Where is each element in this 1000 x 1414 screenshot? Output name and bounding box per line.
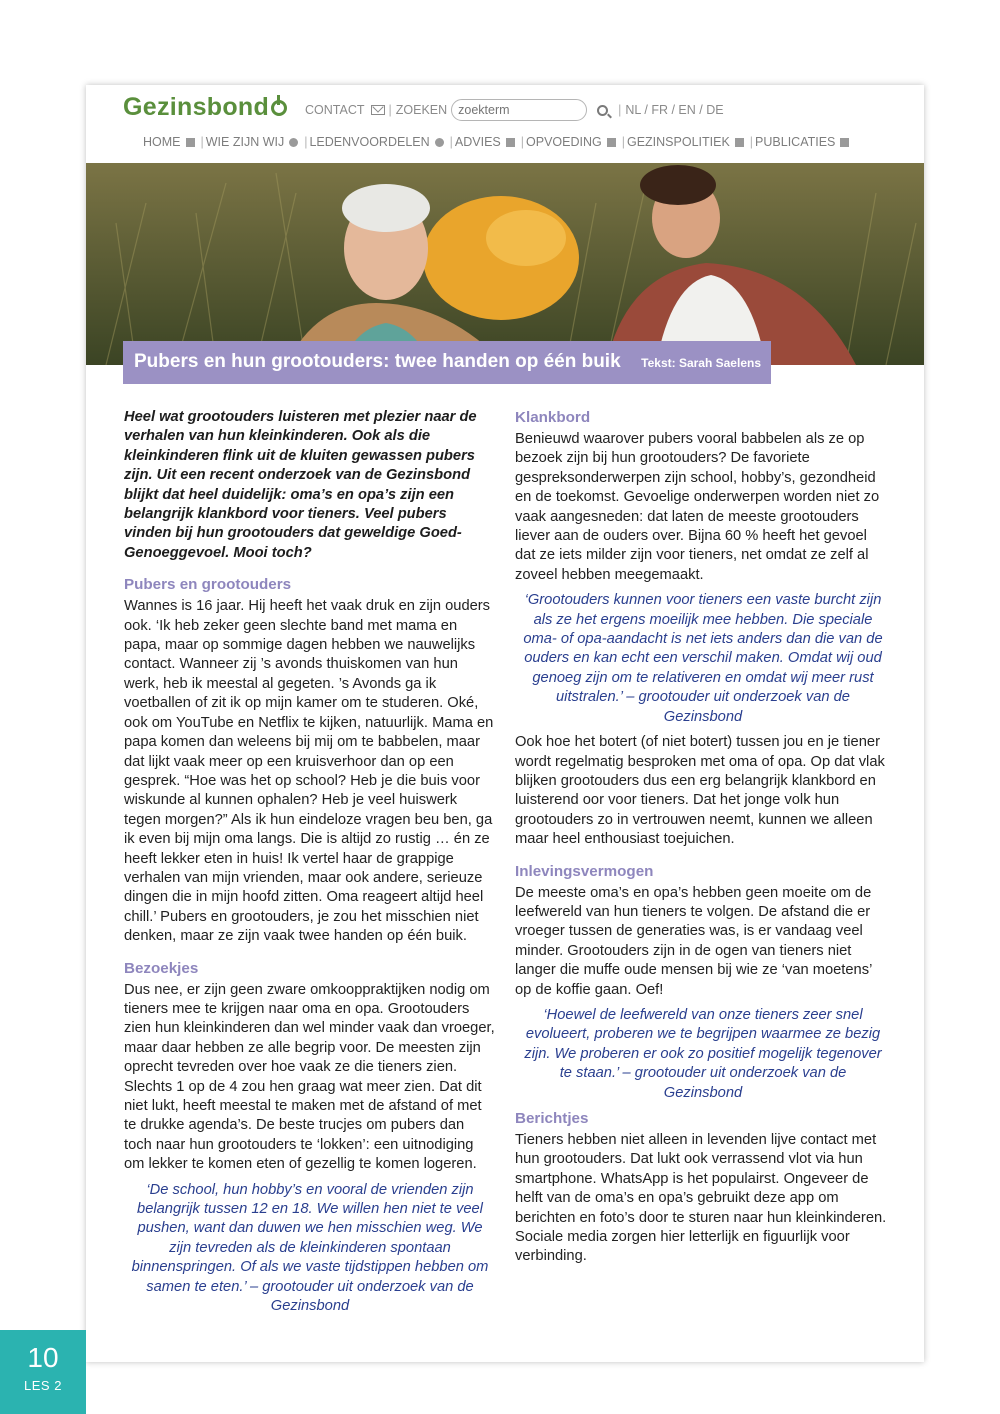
document-icon <box>840 138 849 147</box>
language-switch[interactable]: NL / FR / EN / DE <box>625 103 724 117</box>
home-icon <box>186 138 195 147</box>
article-title-bar <box>123 341 771 384</box>
article-author: Tekst: Sarah Saelens <box>641 356 761 370</box>
section-body: Wannes is 16 jaar. Hij heeft het vaak druk en zijn ouders ook. ‘Ik heb zeker geen slechte band met mama en papa, maar op sommige dagen hebben we nauwelijks contact. Wanneer zij ’s avonds thuiskomen van hun werk, heb ik meestal al gegeten. ’s Avonds ga ik voetballen of zit ik op mijn kamer om te studeren. Oké, ook om YouTube en Netflix te kijken, natuurlijk. Mama en papa komen dan weleens bij mij om te babbelen, maar dat lijkt vaak meer op een kruisverhoor dan op een gesprek. “Hoe was het op school? Heb je die buis voor wiskunde al kunnen ophalen? Heb je veel huiswerk tegen morgen?” Als ik hun eindeloze vragen beu ben, ga ik even bij mijn oma langs. Die is altijd zo rustig … én ze heeft lekker eten in huis! Ik vertel haar de grappige verhalen van mijn vrienden, maar ook andere, serieuze dingen die in mijn hoofd zitten. Oma reageert altijd heel chill.’ Pubers en grootouders, je zou het misschien niet denken, maar ze zijn vaak twee handen op één buik. <box>124 598 494 945</box>
section-heading: Klankbord <box>515 409 591 426</box>
logo-text: Gezinsbond <box>123 93 270 121</box>
chat-icon <box>506 138 515 147</box>
nav-home[interactable]: HOME <box>143 135 201 149</box>
website-header <box>86 85 924 163</box>
nav-gezinspolitiek[interactable]: GEZINSPOLITIEK <box>627 135 750 149</box>
logo-mark-icon <box>271 100 287 116</box>
pull-quote: ‘De school, hun hobby’s en vooral de vrienden zijn belangrijk tussen 12 en 18. We willen hen niet te veel pushen, want dan duwen we hen misschien weg. We zijn tevreden als de kleinkinderen spontaan binnenspringen. Of als we vaste tijdstippen hebben om samen te eten.’ – grootouder uit onderzoek van de Gezinsbond <box>131 1181 489 1315</box>
separator: | <box>388 103 392 117</box>
page-number: 10 <box>27 1342 59 1373</box>
nav-ledenvoordelen[interactable]: LEDENVOORDELEN <box>309 135 449 149</box>
pull-quote: ‘Hoewel de leefwereld van onze tieners zeer snel evolueert, proberen we te begrijpen waarmee ze bezig zijn. We proberen er ook zo positief mogelijk tegenover te staan.’ – grootouder uit onderzoek van de Gezinsbond <box>524 1006 882 1101</box>
right-column <box>515 408 891 1279</box>
nav-advies[interactable]: ADVIES <box>455 135 521 149</box>
section-body: De meeste oma’s en opa’s hebben geen moeite om de leefwereld van hun tieners te volgen. De afstand die er vroeger tussen de generaties was, is er vandaag veel minder. Grootouders zijn in de ogen van tieners niet langer die muffe oude mensen bij wie ze ‘van moetens’ op de koffie gaan. Oef! <box>515 884 872 998</box>
section-body: Benieuwd waarover pubers vooral babbelen als ze op bezoek zijn bij hun grootouders? De favoriete gespreksonderwerpen zijn school, hobby’s, gezondheid en de toekomst. Gevoelige onderwerpen worden niet zo vaak aangesneden: dat laten de meeste grootouders liever aan de ouders over. Bijna 60 % heeft het gevoel dat ze iets milder zijn voor tieners, net omdat ze zelf al zoveel hebben meegemaakt. <box>515 431 880 583</box>
section-heading: Berichtjes <box>515 1110 589 1127</box>
section-heading: Pubers en grootouders <box>124 576 292 594</box>
section-body: Dus nee, er zijn geen zware omkooppraktijken nodig om tieners mee te krijgen naar oma en opa. Grootouders zien hun kleinkinderen dan wel minder vaak dan vroeger, maar daar hebben ze alle begrip voor. De meesten zijn oprecht tevreden over hoe vaak ze die tieners zien. Slechts 1 op de 4 zou hen graag wat meer zien. Dat dit niet lukt, heeft meestal te maken met de afstand of met te drukke agenda’s. De beste trucjes om pubers dan toch naar hun grootouders te ‘lokken’: een uitnodiging om lekker te komen eten of gezellig te komen logeren. <box>124 981 495 1173</box>
child-icon <box>607 138 616 147</box>
nav-opvoeding[interactable]: OPVOEDING <box>526 135 622 149</box>
hero-photo <box>86 163 924 365</box>
contact-link[interactable]: CONTACT <box>305 103 365 117</box>
gezinsbond-logo[interactable] <box>123 93 287 122</box>
top-bar <box>305 99 724 121</box>
article-title: Pubers en hun grootouders: twee handen op één buik <box>134 351 621 372</box>
zoeken-label: ZOEKEN <box>395 103 448 117</box>
nav-publicaties[interactable]: PUBLICATIES <box>755 135 855 149</box>
lesson-label: LES 2 <box>24 1378 62 1393</box>
section-body: Ook hoe het botert (of niet botert) tussen jou en je tiener wordt regelmatig besproken met oma of opa. Op dat vlak blijken grootouders dus een erg belangrijk klankbord en luisterend oor voor tieners. Dat het jonge volk hun grootouders zo in vertrouwen neemt, kunnen we alleen maar heel enthousiast toejuichen. <box>515 734 885 848</box>
search-input[interactable] <box>451 99 587 121</box>
section-heading: Bezoekjes <box>124 959 199 977</box>
article-intro: Heel wat grootouders luisteren met plezier naar de verhalen van hun kleinkinderen. Ook als die kleinkinderen flink uit de kluiten gewassen pubers zijn. Uit een recent onderzoek van de Gezinsbond blijkt dat heel duidelijk: oma’s en opa’s zijn een belangrijk klankbord voor tieners. Veel pubers vinden bij hun grootouders dat geweldige Goed-Genoeggevoel. Mooi toch? <box>124 409 477 561</box>
nav-wie-zijn-wij[interactable]: WIE ZIJN WIJ <box>206 135 304 149</box>
left-column <box>124 408 496 1322</box>
hero-illustration <box>86 163 924 365</box>
mail-icon[interactable] <box>371 105 385 115</box>
page-number-tab <box>0 1330 86 1414</box>
main-nav: HOME | WIE ZIJN WIJ | LEDENVOORDELEN | ADVIES | OPVOEDING | GEZINSPOLITIEK | PUBLICATIES <box>143 135 855 149</box>
person-icon <box>435 138 444 147</box>
section-body: Tieners hebben niet alleen in levenden lijve contact met hun grootouders. Dat lukt ook verrassend vlot via hun smartphone. WhatsApp is het populairst. Ongeveer de helft van de oma’s en opa’s gebruikt deze app om berichten en foto’s door te sturen naar hun kleinkinderen. Sociale media zorgen hier letterlijk en figuurlijk voor verbinding. <box>515 1132 887 1265</box>
magazine-page <box>86 85 924 1362</box>
separator: | <box>618 103 622 117</box>
search-icon[interactable] <box>597 105 608 116</box>
info-icon <box>289 138 298 147</box>
pull-quote: ‘Grootouders kunnen voor tieners een vaste burcht zijn als ze het ergens moeilijk mee hebben. Die speciale oma- of opa-aandacht is net iets anders dan die van de ouders en kan echt een verschil maken. Omdat wij oud genoeg zijn om te relativeren en omdat wij meer rust uitstralen.’ – grootouder uit onderzoek van de Gezinsbond <box>523 592 883 725</box>
family-icon <box>735 138 744 147</box>
section-heading: Inlevingsvermogen <box>515 862 654 880</box>
